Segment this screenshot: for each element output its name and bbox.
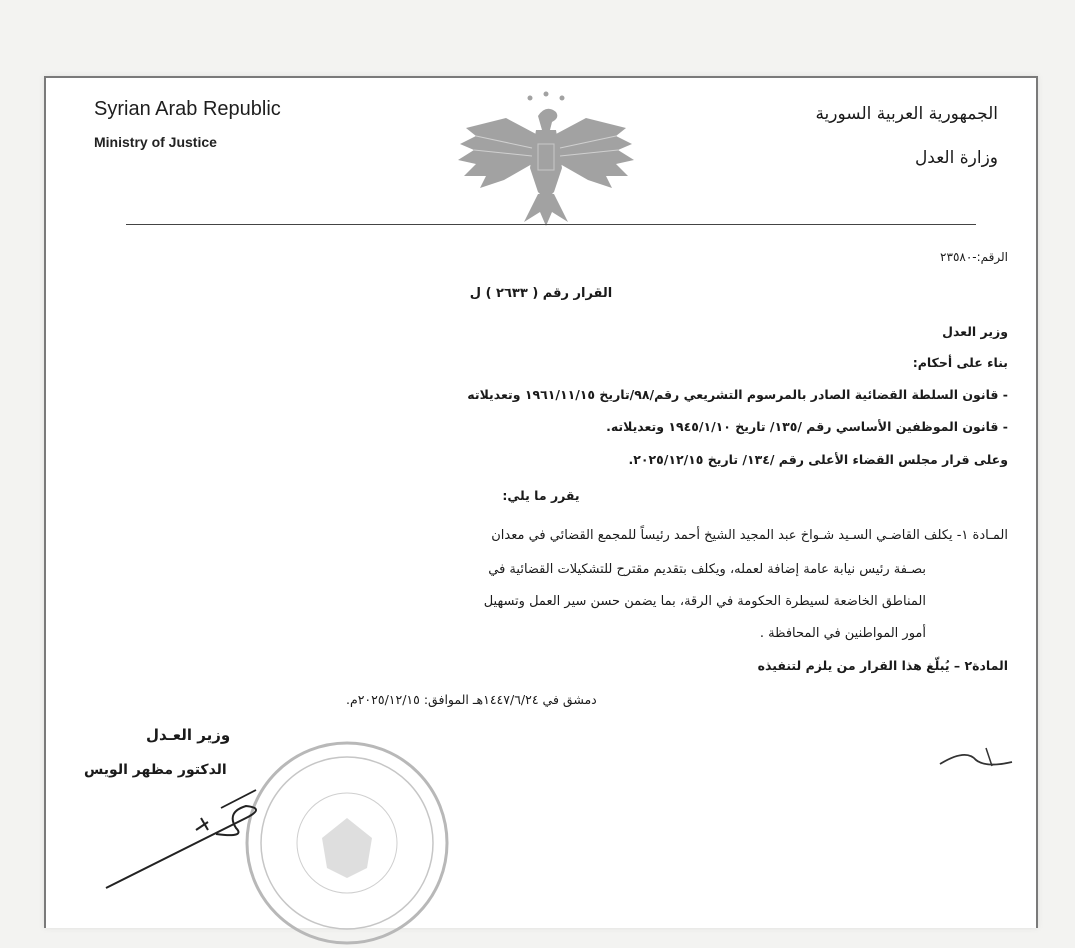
law-line-1: - قانون السلطة القضائية الصادر بالمرسوم التشريعي رقم/٩٨/تاريخ ١٩٦١/١١/١٥ وتعديلاته <box>467 387 1008 402</box>
english-country-title: Syrian Arab Republic <box>94 98 281 120</box>
english-ministry-title: Ministry of Justice <box>94 134 217 150</box>
law-line-3: وعلى قرار مجلس القضاء الأعلى رقم /١٣٤/ تاريخ ٢٠٢٥/١٢/١٥. <box>628 452 1008 467</box>
article-1-line-1: المـادة ١- يكلف القاضـي السـيد شـواخ عبد المجيد الشيخ أحمد رئيساً للمجمع القضائي في معدان <box>491 528 1008 543</box>
arabic-ministry-title: وزارة العدل <box>914 148 998 168</box>
decides-heading: يقرر ما يلي: <box>502 488 580 503</box>
article-2: المادة٢ – يُبلّغ هذا القرار من يلزم لتنفيذه <box>757 658 1008 673</box>
article-1-line-3: المناطق الخاضعة لسيطرة الحكومة في الرقة، بما يضمن حسن سير العمل وتسهيل <box>483 594 926 609</box>
margin-initial-mark <box>936 738 1016 778</box>
header-divider <box>126 224 976 225</box>
date-line: دمشق في ١٤٤٧/٦/٢٤هـ الموافق: ٢٠٢٥/١٢/١٥م. <box>346 692 597 707</box>
signatory-name: الدكتور مظهر الويس <box>84 762 227 778</box>
law-line-2: - قانون الموظفين الأساسي رقم /١٣٥/ تاريخ ١٩٤٥/١/١٠ وتعديلاته. <box>606 419 1008 434</box>
based-on-line: بناء على أحكام: <box>912 355 1008 370</box>
article-1-line-2: بصـفة رئيس نيابة عامة إضافة لعمله، ويكلف بتقديم مقترح للتشكيلات القضائية في <box>488 562 926 577</box>
signatory-title: وزير العـدل <box>146 726 231 744</box>
reference-number: الرقم:-٢٣٥٨٠ <box>940 250 1008 264</box>
document-page <box>44 76 1038 928</box>
handwritten-signature <box>96 778 296 898</box>
decision-title: القرار رقم ( ٢٦٣٣ ) ل <box>469 286 613 301</box>
arabic-country-title: الجمهورية العربية السورية <box>815 104 998 124</box>
article-1-line-4: أمور المواطنين في المحافظة . <box>759 626 926 641</box>
issuer-line: وزير العدل <box>942 324 1008 339</box>
eagle-emblem-icon <box>446 88 646 228</box>
